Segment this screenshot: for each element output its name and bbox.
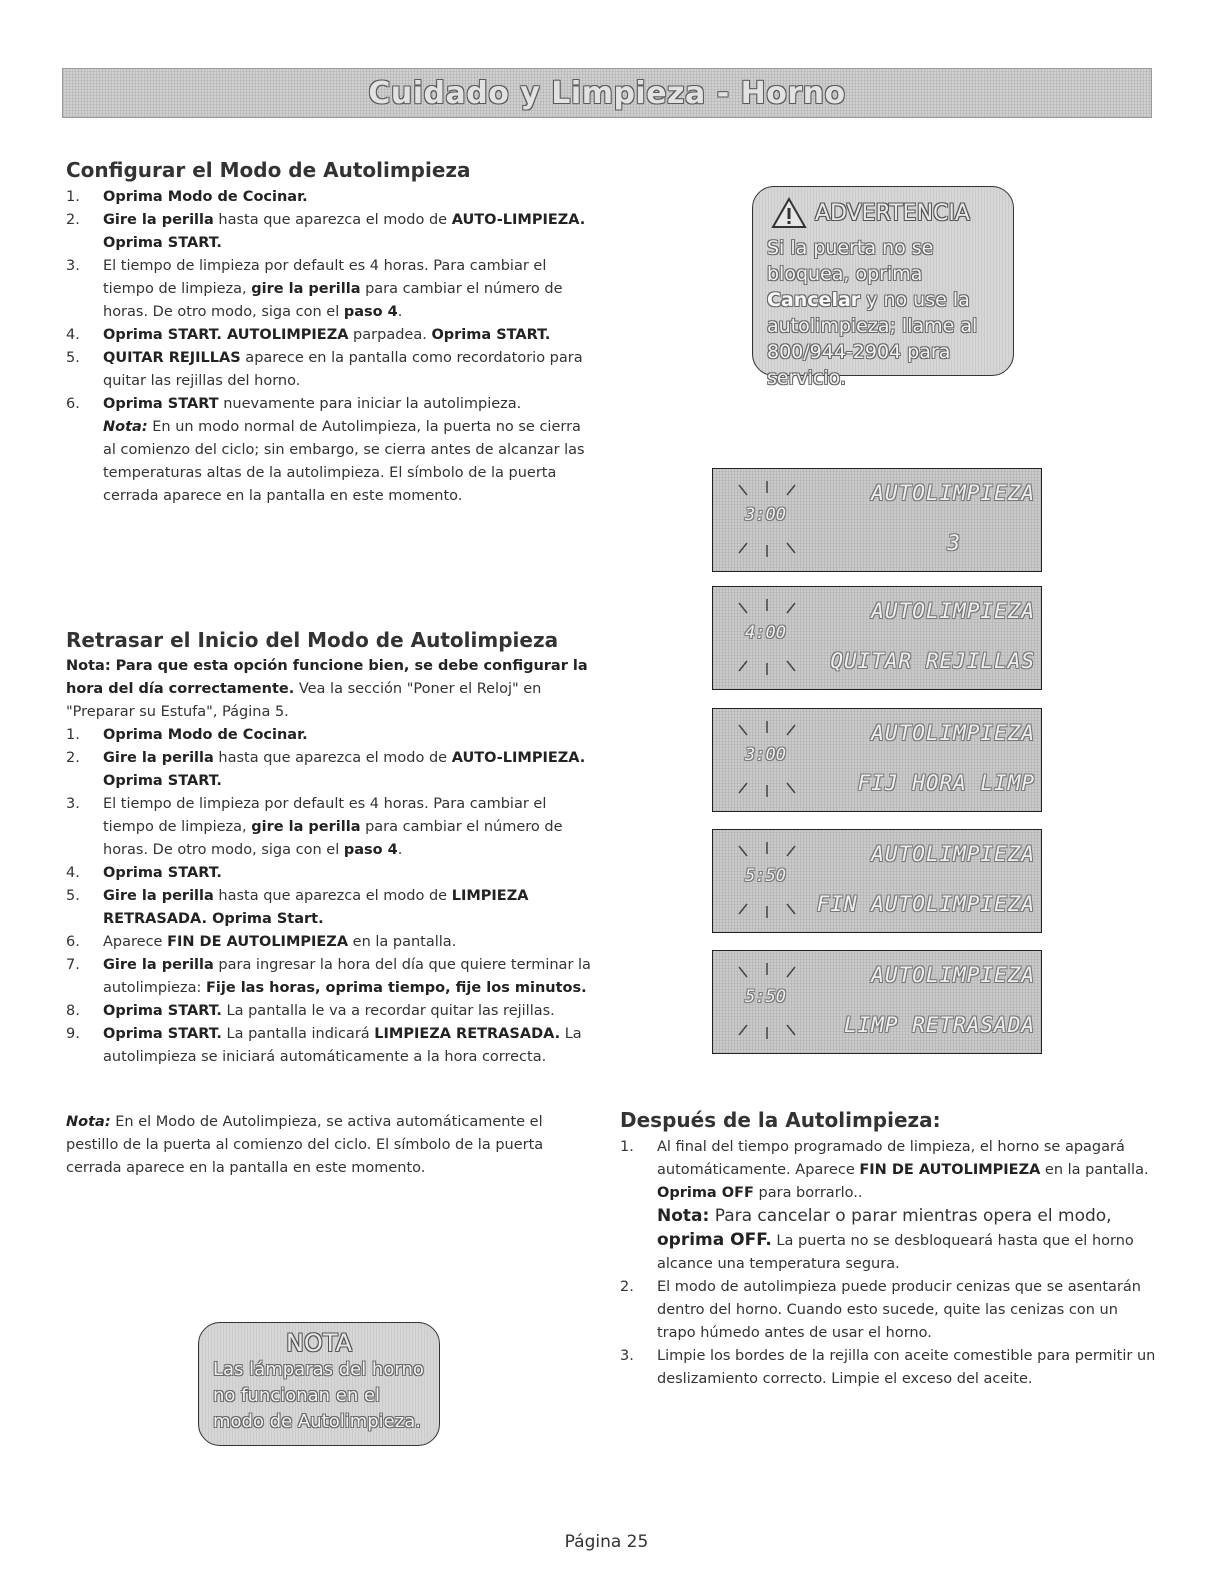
list-item: 5. Gire la perilla hasta que aparezca el modo de LIMPIEZA RETRASADA. Oprima Start.	[66, 888, 529, 927]
display-line1: AUTOLIMPIEZA	[871, 481, 1035, 505]
list-item: 2. El modo de autolimpieza puede producir cenizas que se asentarán dentro del horno. Cuando esto sucede, quite las cenizas con un trapo húmedo antes de usar el horno.	[620, 1279, 1141, 1341]
oven-display-3	[712, 708, 1042, 812]
list-item: 3. El tiempo de limpieza por default es 4 horas. Para cambiar el tiempo de limpieza, gire la perilla para cambiar el número de horas. De otro modo, siga con el paso 4.	[66, 796, 563, 858]
list-item: 7. Gire la perilla para ingresar la hora del día que quiere terminar la autolimpieza: Fije las horas, oprima tiempo, fije los minutos.	[66, 957, 591, 996]
display-time: 5:50	[745, 866, 786, 886]
list-item: 8. Oprima START. La pantalla le va a recordar quitar las rejillas.	[66, 1003, 555, 1019]
display-line1: AUTOLIMPIEZA	[871, 599, 1035, 623]
display-time: 5:50	[745, 987, 786, 1007]
nota-callout	[198, 1322, 440, 1446]
section-after-selfclean	[620, 1108, 1160, 1391]
section-configure-selfclean	[66, 158, 598, 508]
list-item: 3. Limpie los bordes de la rejilla con aceite comestible para permitir un deslizamiento correcto. Limpie el exceso del aceite.	[620, 1348, 1156, 1387]
warning-callout	[752, 186, 1014, 389]
list-item: 2. Gire la perilla hasta que aparezca el modo de AUTO-LIMPIEZA. Oprima START.	[66, 750, 586, 789]
display-line2: FIN AUTOLIMPIEZA	[816, 892, 1035, 916]
display-line2: FIJ HORA LIMP	[857, 771, 1035, 795]
display-line2: 3	[947, 531, 961, 555]
note-item: Nota: Para cancelar o parar mientras opera el modo, oprima OFF. La puerta no se desbloqueará hasta que el horno alcance una temperatura segura.	[657, 1206, 1134, 1272]
nota-text: Las lámparas del horno no funcionan en el modo de Autolimpieza.	[213, 1359, 424, 1432]
steps-list	[66, 724, 598, 1069]
steps-list	[66, 186, 598, 508]
oven-display-5	[712, 950, 1042, 1054]
list-item: 3. El tiempo de limpieza por default es 4 horas. Para cambiar el tiempo de limpieza, gire la perilla para cambiar el número de horas. De otro modo, siga con el paso 4.	[66, 258, 563, 320]
display-line2: QUITAR REJILLAS	[830, 649, 1035, 673]
list-item: 1. Oprima Modo de Cocinar.	[66, 189, 308, 205]
bottom-note: Nota: En el Modo de Autolimpieza, se activa automáticamente el pestillo de la puerta al comienzo del ciclo. El símbolo de la puerta cerrada aparece en la pantalla en este momento.	[66, 1114, 544, 1176]
display-time: 3:00	[745, 745, 786, 765]
display-line1: AUTOLIMPIEZA	[871, 963, 1035, 987]
display-line1: AUTOLIMPIEZA	[871, 842, 1035, 866]
oven-display-1	[712, 468, 1042, 572]
nota-title: NOTA	[285, 1329, 353, 1357]
oven-display-4	[712, 829, 1042, 933]
display-time: 3:00	[745, 505, 786, 525]
warning-title: ADVERTENCIA	[815, 200, 970, 226]
list-item: 4. Oprima START. AUTOLIMPIEZA parpadea. Oprima START.	[66, 327, 551, 343]
list-item: 1. Al final del tiempo programado de limpieza, el horno se apagará automáticamente. Aparece FIN DE AUTOLIMPIEZA en la pantalla. Oprima OFF para borrarlo.. Nota: Para cancelar o parar mientras opera el modo, oprima OFF. La puerta no se desbloqueará hasta que el horno alcance una temperatura segura.	[620, 1136, 1160, 1276]
section-title: Retrasar el Inicio del Modo de Autolimpieza	[66, 628, 559, 652]
list-item: 2. Gire la perilla hasta que aparezca el modo de AUTO-LIMPIEZA. Oprima START.	[66, 212, 586, 251]
page-number: Página 25	[564, 1532, 649, 1552]
list-item: 5. QUITAR REJILLAS aparece en la pantalla como recordatorio para quitar las rejillas del horno.	[66, 350, 583, 389]
note-item: Nota: En un modo normal de Autolimpieza, la puerta no se cierra al comienzo del ciclo; sin embargo, se cierra antes de alcanzar las temperaturas altas de la autolimpieza. El símbolo de la puerta cerrada aparece en la pantalla en este momento.	[103, 419, 585, 504]
display-time: 4:00	[745, 623, 786, 643]
steps-list	[620, 1136, 1160, 1391]
section-intro: Nota: Para que esta opción funcione bien, se debe configurar la hora del día correctamente. Vea la sección "Poner el Reloj" en "Preparar su Estufa", Página 5.	[66, 658, 588, 720]
header-banner	[62, 68, 1152, 118]
list-item: 6. Oprima START nuevamente para iniciar la autolimpieza.	[66, 396, 522, 412]
list-item: 4. Oprima START.	[66, 865, 222, 881]
section-title: Después de la Autolimpieza:	[620, 1108, 941, 1132]
list-item: 9. Oprima START. La pantalla indicará LIMPIEZA RETRASADA. La autolimpieza se iniciará automáticamente a la hora correcta.	[66, 1026, 582, 1065]
section-title: Configurar el Modo de Autolimpieza	[66, 158, 471, 182]
display-line1: AUTOLIMPIEZA	[871, 721, 1035, 745]
oven-display-2	[712, 586, 1042, 690]
section-delay-selfclean	[66, 628, 598, 1069]
list-item: 6. Aparece FIN DE AUTOLIMPIEZA en la pantalla.	[66, 934, 457, 950]
page-title: Cuidado y Limpieza - Horno	[368, 75, 846, 111]
warning-icon	[771, 197, 807, 229]
list-item: 1. Oprima Modo de Cocinar.	[66, 727, 308, 743]
display-line2: LIMP RETRASADA	[843, 1013, 1035, 1037]
warning-text: Si la puerta no se bloquea, oprima Cancelar y no use la autolimpieza; llame al 800/944-2904 para servicio.	[767, 237, 978, 389]
